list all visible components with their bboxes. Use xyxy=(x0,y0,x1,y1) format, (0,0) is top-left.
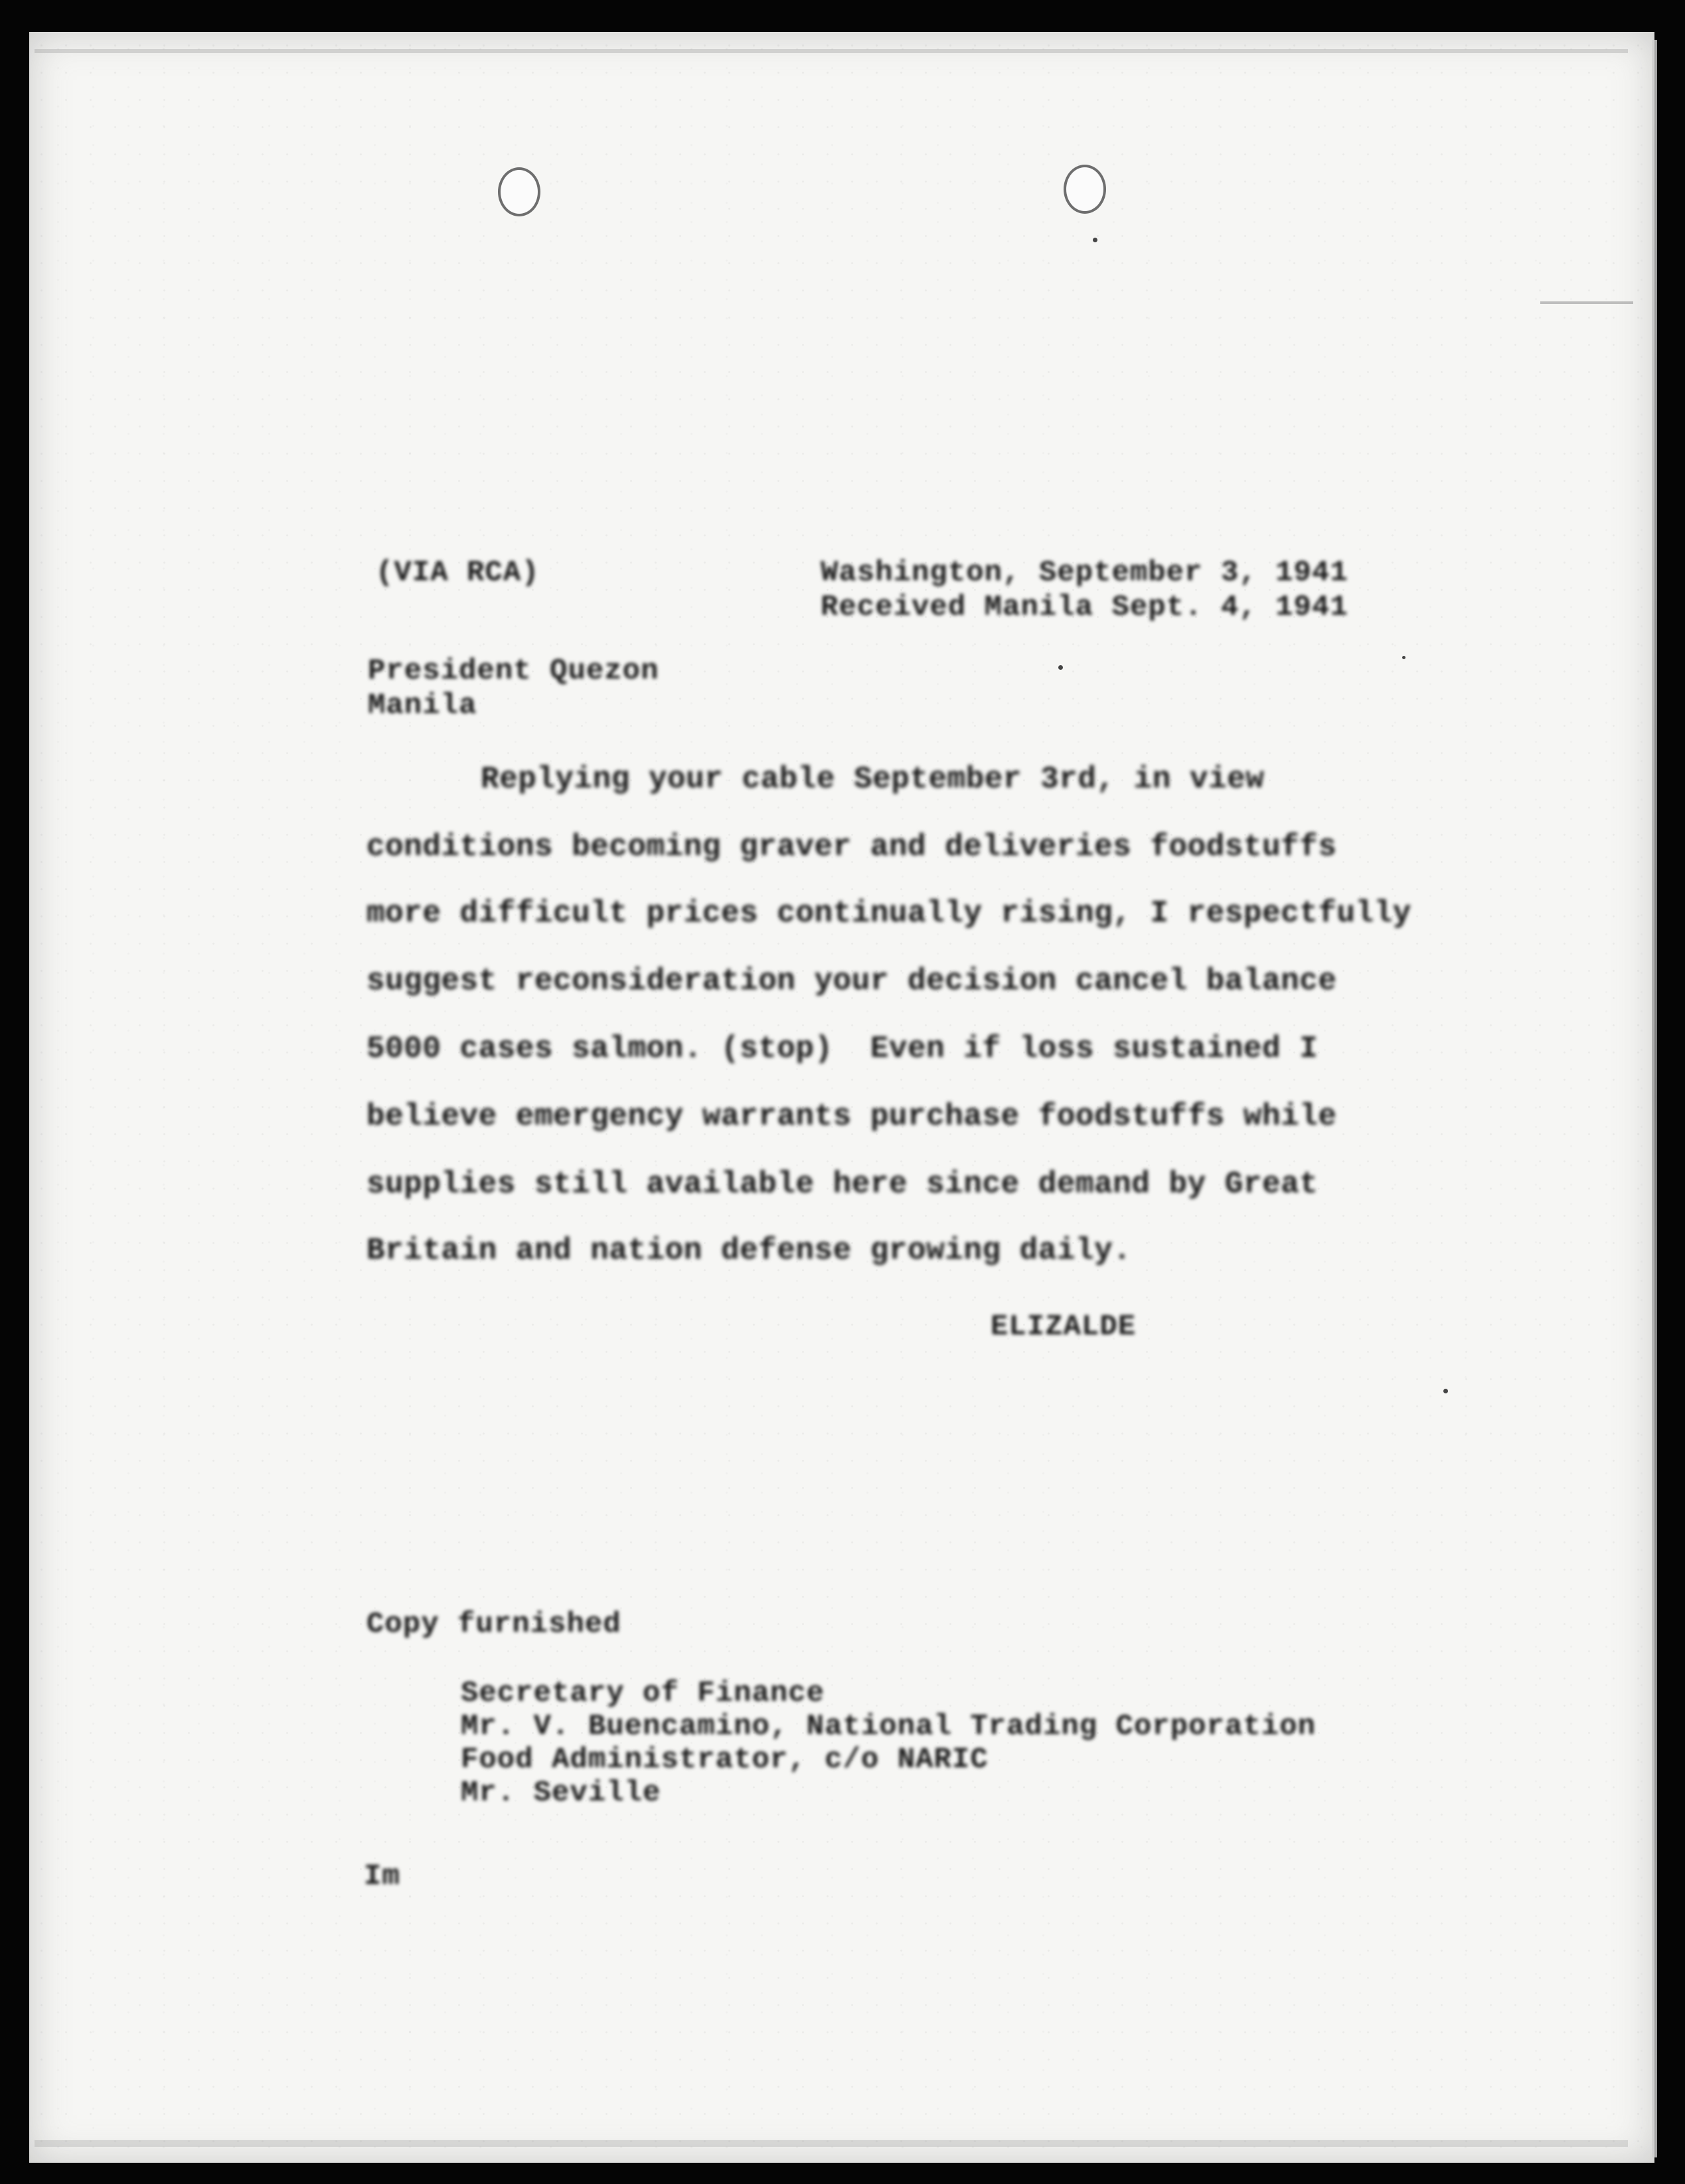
typist-initials: Im xyxy=(364,1860,400,1893)
paper-texture xyxy=(29,32,1654,2163)
addressee-city: Manila xyxy=(368,689,477,722)
body-line: Replying your cable September 3rd, in view xyxy=(481,762,1265,797)
page-edge xyxy=(1652,40,1657,2157)
punch-hole-icon xyxy=(498,167,540,216)
signature: ELIZALDE xyxy=(991,1310,1137,1344)
copy-recipient: Mr. V. Buencamino, National Trading Corporation xyxy=(461,1710,1317,1743)
body-line: Britain and nation defense growing daily. xyxy=(366,1233,1132,1268)
speck xyxy=(1058,665,1063,670)
copy-furnished-label: Copy furnished xyxy=(366,1608,621,1641)
addressee-name: President Quezon xyxy=(368,655,659,688)
body-line: 5000 cases salmon. (stop) Even if loss sustained I xyxy=(366,1032,1319,1066)
received-date: Received Manila Sept. 4, 1941 xyxy=(821,591,1348,624)
body-line: conditions becoming graver and deliveries foodstuffs xyxy=(366,830,1337,864)
document-page xyxy=(29,32,1654,2163)
speck xyxy=(1402,656,1405,659)
speck xyxy=(1093,238,1097,242)
body-line: more difficult prices continually rising, I respectfully xyxy=(366,896,1411,931)
body-line: supplies still available here since demand by Great xyxy=(366,1167,1319,1202)
copy-recipient: Mr. Seville xyxy=(461,1776,661,1810)
sent-date: Washington, September 3, 1941 xyxy=(821,556,1348,589)
body-line: suggest reconsideration your decision cancel balance xyxy=(366,964,1337,998)
bottom-edge-shadow xyxy=(35,2140,1628,2147)
body-line: believe emergency warrants purchase foodstuffs while xyxy=(366,1099,1337,1134)
copy-recipient: Secretary of Finance xyxy=(461,1677,825,1710)
top-edge-shadow xyxy=(35,49,1628,53)
speck xyxy=(1443,1389,1448,1393)
copy-recipient: Food Administrator, c/o NARIC xyxy=(461,1743,989,1776)
edge-smudge xyxy=(1540,301,1633,304)
routing-note: (VIA RCA) xyxy=(376,556,540,589)
punch-hole-icon xyxy=(1064,165,1106,214)
